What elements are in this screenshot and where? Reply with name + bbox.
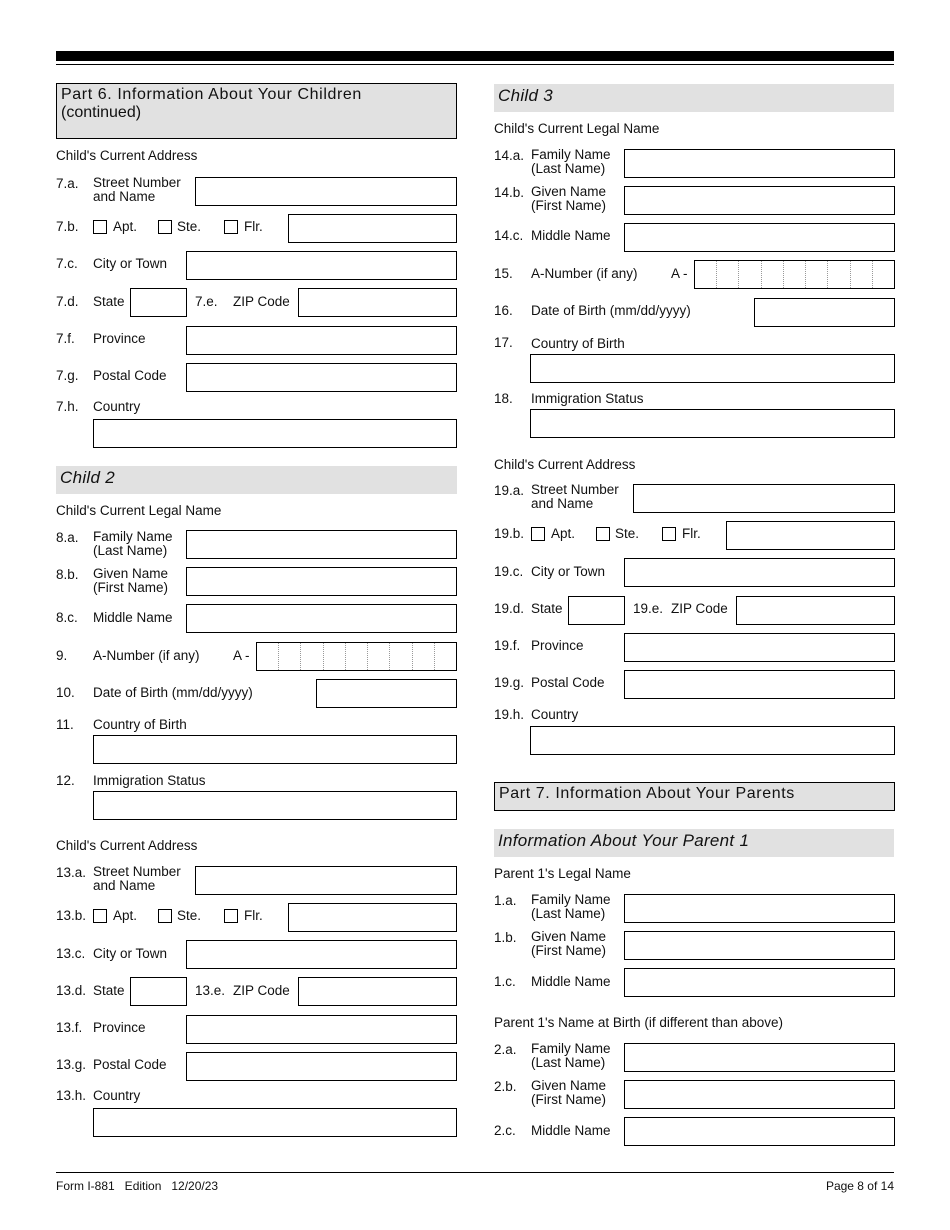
item-13g-number: 13.g. (56, 1057, 87, 1072)
middle-name-label: Middle Name (531, 1123, 611, 1138)
child3-dob-input[interactable] (754, 298, 895, 327)
child2-street-input[interactable] (195, 866, 457, 895)
item-7c-number: 7.c. (56, 256, 78, 271)
part6-title: Part 6. Information About Your Children (61, 86, 362, 103)
child2-unit-input[interactable] (288, 903, 457, 932)
country-label: Country (93, 399, 141, 414)
item-14a-number: 14.a. (494, 148, 525, 163)
parent1-given-name-input[interactable] (624, 931, 895, 960)
child1-flr-checkbox[interactable] (224, 220, 238, 234)
province-label: Province (531, 638, 584, 653)
child1-ste-checkbox[interactable] (158, 220, 172, 234)
top-rule-thin (56, 64, 894, 65)
given-name-label: Given Name (First Name) (93, 566, 169, 595)
child1-country-input[interactable] (93, 419, 457, 448)
anumber-label: A-Number (if any) (531, 266, 638, 281)
item-19c-number: 19.c. (494, 564, 524, 579)
child3-middle-name-input[interactable] (624, 223, 895, 252)
child2-province-input[interactable] (186, 1015, 457, 1044)
child3-province-input[interactable] (624, 633, 895, 662)
middle-name-label: Middle Name (531, 974, 611, 989)
child1-province-input[interactable] (186, 326, 457, 355)
item-8c-number: 8.c. (56, 610, 78, 625)
child3-postal-input[interactable] (624, 670, 895, 699)
ste-label: Ste. (177, 908, 202, 923)
child3-anumber-input[interactable] (694, 260, 895, 289)
child1-zip-input[interactable] (298, 288, 457, 317)
item-19g-number: 19.g. (494, 675, 525, 690)
country-label: Country (93, 1088, 141, 1103)
province-label: Province (93, 1020, 146, 1035)
child3-flr-checkbox[interactable] (662, 527, 676, 541)
parent1-middle-name-input[interactable] (624, 968, 895, 997)
item-18-number: 18. (494, 391, 513, 406)
family-name-label: Family Name (Last Name) (531, 1041, 611, 1070)
child1-city-input[interactable] (186, 251, 457, 280)
item-13f-number: 13.f. (56, 1020, 83, 1035)
state-label: State (531, 601, 563, 616)
child1-address-heading: Child's Current Address (56, 148, 198, 163)
child3-imm-status-input[interactable] (530, 409, 895, 438)
item-19d-number: 19.d. (494, 601, 525, 616)
child2-imm-status-input[interactable] (93, 791, 457, 820)
child3-ste-checkbox[interactable] (596, 527, 610, 541)
state-label: State (93, 294, 125, 309)
postal-label: Postal Code (531, 675, 605, 690)
child2-state-input[interactable] (130, 977, 187, 1006)
postal-label: Postal Code (93, 368, 167, 383)
footer-page-number: Page 8 of 14 (825, 1179, 894, 1193)
family-name-label: Family Name (Last Name) (93, 529, 173, 558)
child1-unit-input[interactable] (288, 214, 457, 243)
imm-status-label: Immigration Status (93, 773, 206, 788)
given-name-label: Given Name (First Name) (531, 929, 607, 958)
child1-postal-input[interactable] (186, 363, 457, 392)
child1-state-input[interactable] (130, 288, 187, 317)
item-p2a-number: 2.a. (494, 1042, 517, 1057)
apt-label: Apt. (551, 526, 576, 541)
cob-label: Country of Birth (93, 717, 187, 732)
item-15-number: 15. (494, 266, 513, 281)
parent1-birth-given-name-input[interactable] (624, 1080, 895, 1109)
anumber-label: A-Number (if any) (93, 648, 200, 663)
middle-name-label: Middle Name (531, 228, 611, 243)
ste-label: Ste. (615, 526, 640, 541)
item-8a-number: 8.a. (56, 530, 79, 545)
a-prefix: A - (671, 266, 688, 281)
child3-family-name-input[interactable] (624, 149, 895, 178)
item-13e-number: 13.e. (195, 983, 226, 998)
item-16-number: 16. (494, 303, 513, 318)
item-7b-number: 7.b. (56, 219, 79, 234)
child2-given-name-input[interactable] (186, 567, 457, 596)
footer-form-edition: Form I-881 Edition 12/20/23 (56, 1179, 219, 1193)
item-7f-number: 7.f. (56, 331, 75, 346)
child2-cob-input[interactable] (93, 735, 457, 764)
part6-continued: (continued) (61, 104, 142, 121)
item-7g-number: 7.g. (56, 368, 79, 383)
zip-label: ZIP Code (233, 983, 290, 998)
item-19b-number: 19.b. (494, 526, 525, 541)
child2-ste-checkbox[interactable] (158, 909, 172, 923)
item-14b-number: 14.b. (494, 185, 525, 200)
item-17-number: 17. (494, 335, 513, 350)
parent1-family-name-input[interactable] (624, 894, 895, 923)
child3-apt-checkbox[interactable] (531, 527, 545, 541)
parent1-birth-name-heading: Parent 1's Name at Birth (if different than above) (494, 1015, 783, 1030)
item-19e-number: 19.e. (633, 601, 664, 616)
given-name-label: Given Name (First Name) (531, 1078, 607, 1107)
cob-label: Country of Birth (531, 336, 625, 351)
postal-label: Postal Code (93, 1057, 167, 1072)
item-13d-number: 13.d. (56, 983, 87, 998)
parent1-header: Information About Your Parent 1 (494, 829, 894, 857)
family-name-label: Family Name (Last Name) (531, 892, 611, 921)
child2-country-input[interactable] (93, 1108, 457, 1137)
item-7e-number: 7.e. (195, 294, 218, 309)
item-p1a-number: 1.a. (494, 893, 517, 908)
flr-label: Flr. (244, 908, 263, 923)
dob-label: Date of Birth (mm/dd/yyyy) (531, 303, 691, 318)
flr-label: Flr. (682, 526, 701, 541)
item-p1b-number: 1.b. (494, 930, 517, 945)
child3-state-input[interactable] (568, 596, 625, 625)
item-12-number: 12. (56, 773, 75, 788)
child3-zip-input[interactable] (736, 596, 895, 625)
apt-label: Apt. (113, 219, 138, 234)
item-9-number: 9. (56, 648, 68, 663)
street-label: Street Number and Name (93, 864, 181, 893)
flr-label: Flr. (244, 219, 263, 234)
item-7d-number: 7.d. (56, 294, 79, 309)
ste-label: Ste. (177, 219, 202, 234)
part6-header (56, 83, 457, 139)
child2-flr-checkbox[interactable] (224, 909, 238, 923)
zip-label: ZIP Code (671, 601, 728, 616)
child3-legal-name-heading: Child's Current Legal Name (494, 121, 660, 136)
item-7a-number: 7.a. (56, 176, 79, 191)
child2-address-heading: Child's Current Address (56, 838, 198, 853)
middle-name-label: Middle Name (93, 610, 173, 625)
part7-header: Part 7. Information About Your Parents (494, 782, 895, 811)
a-prefix: A - (233, 648, 250, 663)
street-label: Street Number and Name (531, 482, 619, 511)
child3-unit-input[interactable] (726, 521, 895, 550)
item-7a-label: Street Number and Name (93, 175, 181, 204)
city-label: City or Town (93, 256, 168, 271)
family-name-label: Family Name (Last Name) (531, 147, 611, 176)
imm-status-label: Immigration Status (531, 391, 644, 406)
child1-street-input[interactable] (195, 177, 457, 206)
item-13h-number: 13.h. (56, 1088, 87, 1103)
child2-anumber-input[interactable] (256, 642, 457, 671)
parent1-legal-name-heading: Parent 1's Legal Name (494, 866, 631, 881)
dob-label: Date of Birth (mm/dd/yyyy) (93, 685, 253, 700)
item-19f-number: 19.f. (494, 638, 521, 653)
state-label: State (93, 983, 125, 998)
child2-family-name-input[interactable] (186, 530, 457, 559)
item-19h-number: 19.h. (494, 707, 525, 722)
item-7h-number: 7.h. (56, 399, 79, 414)
item-10-number: 10. (56, 685, 75, 700)
parent1-birth-family-name-input[interactable] (624, 1043, 895, 1072)
child3-header: Child 3 (494, 84, 894, 112)
item-11-number: 11. (56, 717, 74, 732)
item-14c-number: 14.c. (494, 228, 524, 243)
item-19a-number: 19.a. (494, 483, 525, 498)
child3-given-name-input[interactable] (624, 186, 895, 215)
child2-legal-name-heading: Child's Current Legal Name (56, 503, 222, 518)
footer-rule (56, 1172, 894, 1173)
child2-apt-checkbox[interactable] (93, 909, 107, 923)
child2-zip-input[interactable] (298, 977, 457, 1006)
child2-postal-input[interactable] (186, 1052, 457, 1081)
child2-dob-input[interactable] (316, 679, 457, 708)
child3-city-input[interactable] (624, 558, 895, 587)
item-p2c-number: 2.c. (494, 1123, 516, 1138)
city-label: City or Town (531, 564, 606, 579)
city-label: City or Town (93, 946, 168, 961)
item-13b-number: 13.b. (56, 908, 87, 923)
province-label: Province (93, 331, 146, 346)
item-13a-number: 13.a. (56, 865, 87, 880)
apt-label: Apt. (113, 908, 138, 923)
parent1-birth-middle-name-input[interactable] (624, 1117, 895, 1146)
item-p1c-number: 1.c. (494, 974, 516, 989)
child3-address-heading: Child's Current Address (494, 457, 636, 472)
child2-header: Child 2 (56, 466, 457, 494)
item-p2b-number: 2.b. (494, 1079, 517, 1094)
child2-middle-name-input[interactable] (186, 604, 457, 633)
zip-label: ZIP Code (233, 294, 290, 309)
item-13c-number: 13.c. (56, 946, 86, 961)
child2-city-input[interactable] (186, 940, 457, 969)
child3-country-input[interactable] (530, 726, 895, 755)
top-rule-thick (56, 51, 894, 61)
child3-street-input[interactable] (633, 484, 895, 513)
child1-apt-checkbox[interactable] (93, 220, 107, 234)
given-name-label: Given Name (First Name) (531, 184, 607, 213)
child3-cob-input[interactable] (530, 354, 895, 383)
country-label: Country (531, 707, 579, 722)
item-8b-number: 8.b. (56, 567, 79, 582)
